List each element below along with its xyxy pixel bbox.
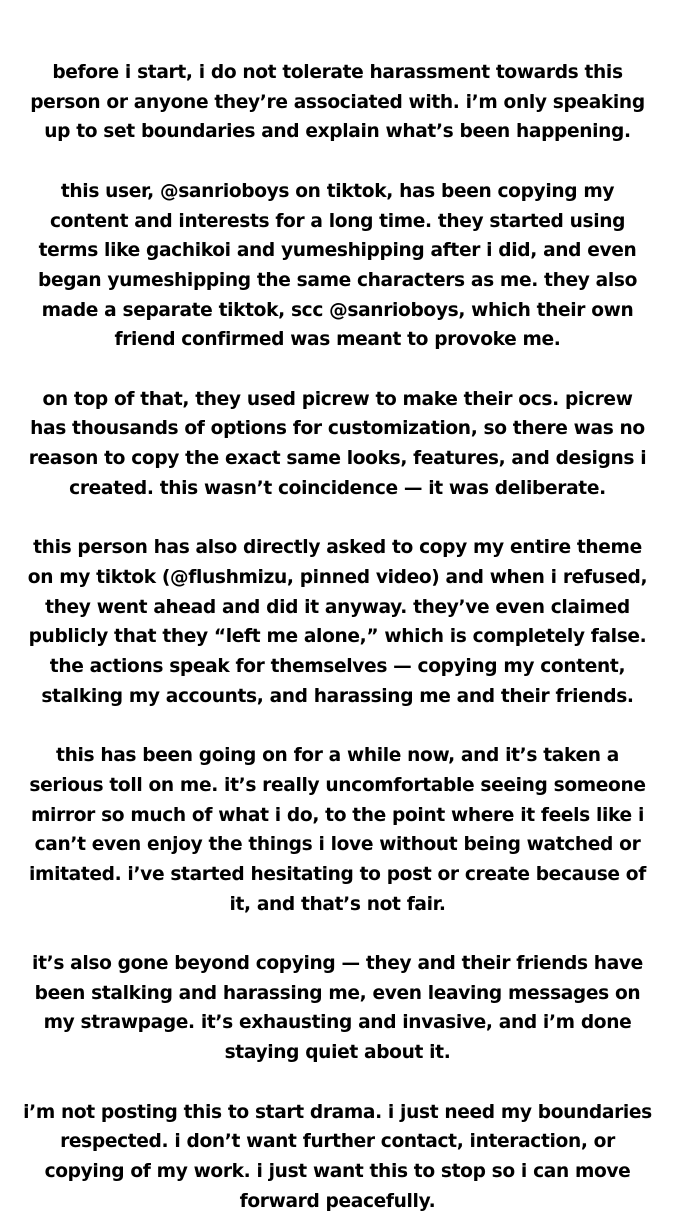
paragraph-impact: this has been going on for a while now, and it’s taken a serious toll on me. it’s really uncomfortable seeing someone mirror so much of what i do, to the point where it feels like i can’t even enjoy the things i love without being watched or imitated. i’ve started hesitating to post or create because of it, and that’s not fair. [29, 745, 646, 915]
paragraph-disclaimer: before i start, i do not tolerate harassment towards this person or anyone they’re associated with. i’m only speaking up to set boundaries and explain what’s been happening. [30, 62, 645, 143]
paragraph-conclusion: i’m not posting this to start drama. i just need my boundaries respected. i don’t want further contact, interaction, or copying of my work. i just want this to stop so i can move forward peacefully. [23, 1101, 652, 1212]
paragraph-stalking: it’s also gone beyond copying — they and their friends have been stalking and harassing me, even leaving messages on my strawpage. it’s exhausting and invasive, and i’m done staying quiet about it. [32, 953, 643, 1064]
paragraph-picrew: on top of that, they used picrew to make their ocs. picrew has thousands of options for customization, so there was no reason to copy the exact same looks, features, and designs i created. this wasn’t coincidence — it was deliberate. [28, 388, 647, 499]
paragraph-copying-content: this user, @sanrioboys on tiktok, has been copying my content and interests for a long time. they started using terms like gachikoi and yumeshipping after i did, and even began yumeshipping the same characters as me. they also made a separate tiktok, scc @sanrioboys, which their own friend confirmed was meant to provoke me. [37, 180, 637, 351]
paragraph-theme: this person has also directly asked to copy my entire theme on my tiktok (@flushmizu, pinned video) and when i refused, they went ahead and did it anyway. they’ve even claimed publicly that they “left me alone,” which is completely false. the actions speak for themselves — copying my content, stalking my accounts, and harassing me and their friends. [27, 537, 648, 707]
